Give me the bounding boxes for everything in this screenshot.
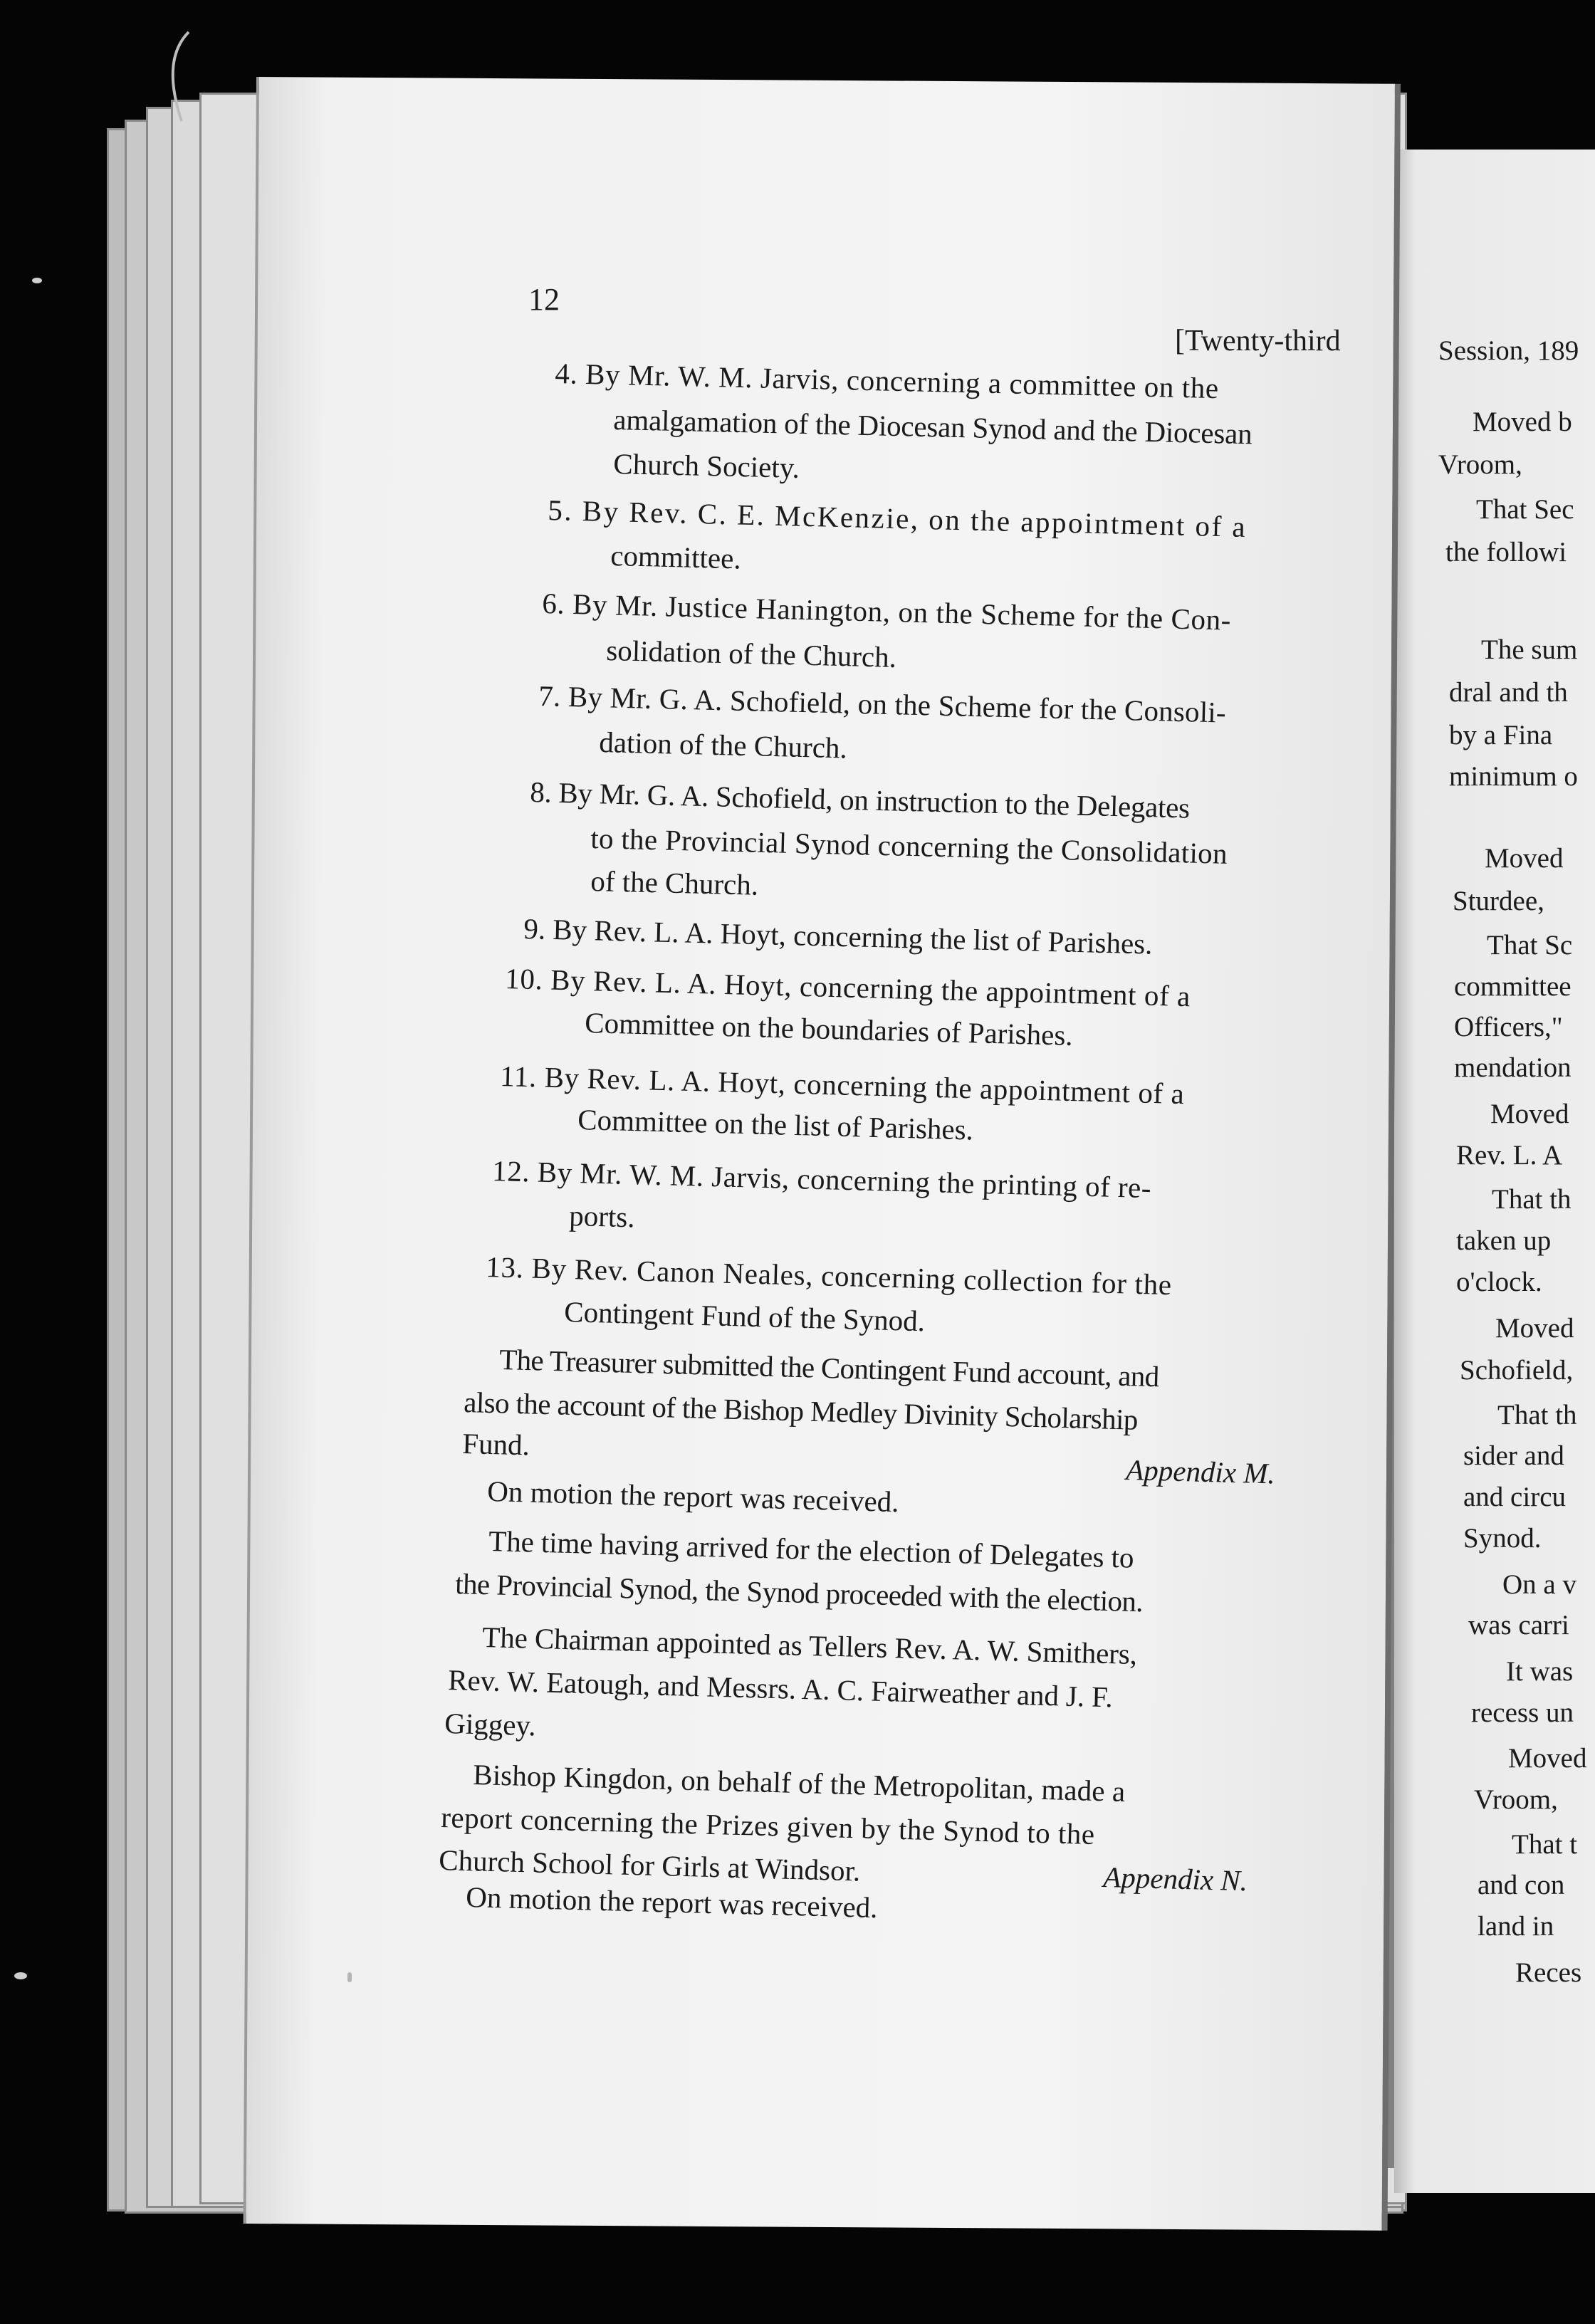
- text-line: The time having arrived for the election of Delegates to: [488, 1524, 1134, 1574]
- text-line: 12. By Mr. W. M. Jarvis, concerning the printing of re-: [491, 1153, 1152, 1205]
- text-line: 11. By Rev. L. A. Hoyt, concerning the appointment of a: [499, 1059, 1186, 1111]
- right-line: and circu: [1463, 1482, 1567, 1512]
- right-line: by a Fina: [1449, 720, 1553, 750]
- text-line: 5. By Rev. C. E. McKenzie, on the appointment of a: [547, 493, 1248, 543]
- right-line: Rev. L. A: [1456, 1140, 1563, 1171]
- right-line: That Sc: [1487, 930, 1573, 961]
- right-line: dral and th: [1449, 677, 1568, 708]
- right-line: land in: [1478, 1911, 1554, 1942]
- text-line: ports.: [568, 1198, 636, 1234]
- right-line: Moved b: [1473, 407, 1572, 437]
- text-line: Bishop Kingdon, on behalf of the Metropolitan, made a: [472, 1757, 1126, 1808]
- right-line: taken up: [1456, 1225, 1552, 1256]
- text-line: Committee on the list of Parishes.: [577, 1102, 974, 1146]
- right-line: mendation: [1454, 1052, 1572, 1083]
- text-line: 4. By Mr. W. M. Jarvis, concerning a committee on the: [554, 356, 1220, 405]
- right-line: Session, 189: [1438, 335, 1579, 366]
- text-line: The Treasurer submitted the Contingent Fund account, and: [498, 1342, 1160, 1393]
- right-line: Reces: [1515, 1957, 1582, 1988]
- text-line: committee.: [610, 538, 742, 575]
- running-head: [Twenty-third: [1175, 325, 1341, 357]
- appendix-reference: Appendix N.: [1102, 1860, 1248, 1898]
- text-line: Giggey.: [444, 1706, 537, 1742]
- right-line: minimum o: [1449, 761, 1578, 792]
- right-line: Sturdee,: [1453, 886, 1544, 916]
- right-line: That th: [1492, 1184, 1572, 1215]
- text-line: 13. By Rev. Canon Neales, concerning collection for the: [485, 1250, 1173, 1302]
- right-line: Vroom,: [1474, 1784, 1558, 1815]
- text-line: Fund.: [461, 1426, 530, 1462]
- right-line: Vroom,: [1438, 449, 1522, 480]
- text-line: amalgamation of the Diocesan Synod and the Diocesan: [612, 402, 1253, 451]
- right-line: sider and: [1463, 1440, 1564, 1471]
- text-line: 8. By Mr. G. A. Schofield, on instruction to the Delegates: [529, 775, 1191, 825]
- right-line: That t: [1512, 1829, 1578, 1860]
- right-line: the followi: [1445, 537, 1567, 567]
- text-line: 7. By Mr. G. A. Schofield, on the Scheme for the Consoli-: [538, 679, 1227, 729]
- right-line: That Sec: [1476, 494, 1574, 525]
- right-line: and con: [1478, 1870, 1565, 1900]
- right-line: The sum: [1481, 634, 1578, 665]
- text-line: Church Society.: [612, 446, 800, 484]
- right-line: Moved: [1495, 1313, 1574, 1344]
- text-line: the Provincial Synod, the Synod proceeded with the election.: [454, 1566, 1144, 1618]
- text-line: 6. By Mr. Justice Hanington, on the Scheme for the Con-: [541, 586, 1232, 637]
- right-line: On a v: [1502, 1569, 1576, 1600]
- right-line: recess un: [1471, 1697, 1574, 1728]
- text-line: 9. By Rev. L. A. Hoyt, concerning the list of Parishes.: [523, 911, 1154, 961]
- text-line: Contingent Fund of the Synod.: [563, 1294, 926, 1338]
- right-line: Schofield,: [1460, 1355, 1574, 1386]
- right-line: Synod.: [1463, 1523, 1542, 1554]
- right-line: committee: [1454, 971, 1572, 1002]
- text-line: report concerning the Prizes given by the Synod to the: [440, 1800, 1096, 1851]
- right-line: Moved: [1490, 1099, 1569, 1129]
- text-line: to the Provincial Synod concerning the Consolidation: [590, 821, 1228, 870]
- right-line: It was: [1506, 1656, 1574, 1687]
- right-line: o'clock.: [1456, 1267, 1542, 1297]
- right-line: That th: [1497, 1400, 1577, 1430]
- text-line: Rev. W. Eatough, and Messrs. A. C. Fairweather and J. F.: [447, 1663, 1114, 1714]
- appendix-reference: Appendix M.: [1125, 1452, 1276, 1490]
- text-line: The Chairman appointed as Tellers Rev. A. W. Smithers,: [481, 1620, 1138, 1671]
- text-line: also the account of the Bishop Medley Divinity Scholarship: [463, 1385, 1139, 1436]
- text-line: solidation of the Church.: [605, 633, 897, 674]
- text-line: Committee on the boundaries of Parishes.: [584, 1005, 1074, 1052]
- right-line: Moved: [1508, 1743, 1587, 1774]
- text-line: On motion the report was received.: [486, 1474, 900, 1519]
- page-number: 12: [528, 282, 560, 317]
- right-line: Moved: [1485, 843, 1564, 874]
- text-line: On motion the report was received.: [465, 1880, 879, 1925]
- right-line: Officers,": [1454, 1012, 1563, 1042]
- right-line: was carri: [1468, 1610, 1569, 1640]
- text-line: of the Church.: [590, 864, 759, 901]
- scan-speck: [347, 1972, 352, 1982]
- text-line: dation of the Church.: [598, 725, 848, 765]
- text-line: Church School for Girls at Windsor.: [438, 1843, 861, 1888]
- text-line: 10. By Rev. L. A. Hoyt, concerning the appointment of a: [504, 961, 1191, 1013]
